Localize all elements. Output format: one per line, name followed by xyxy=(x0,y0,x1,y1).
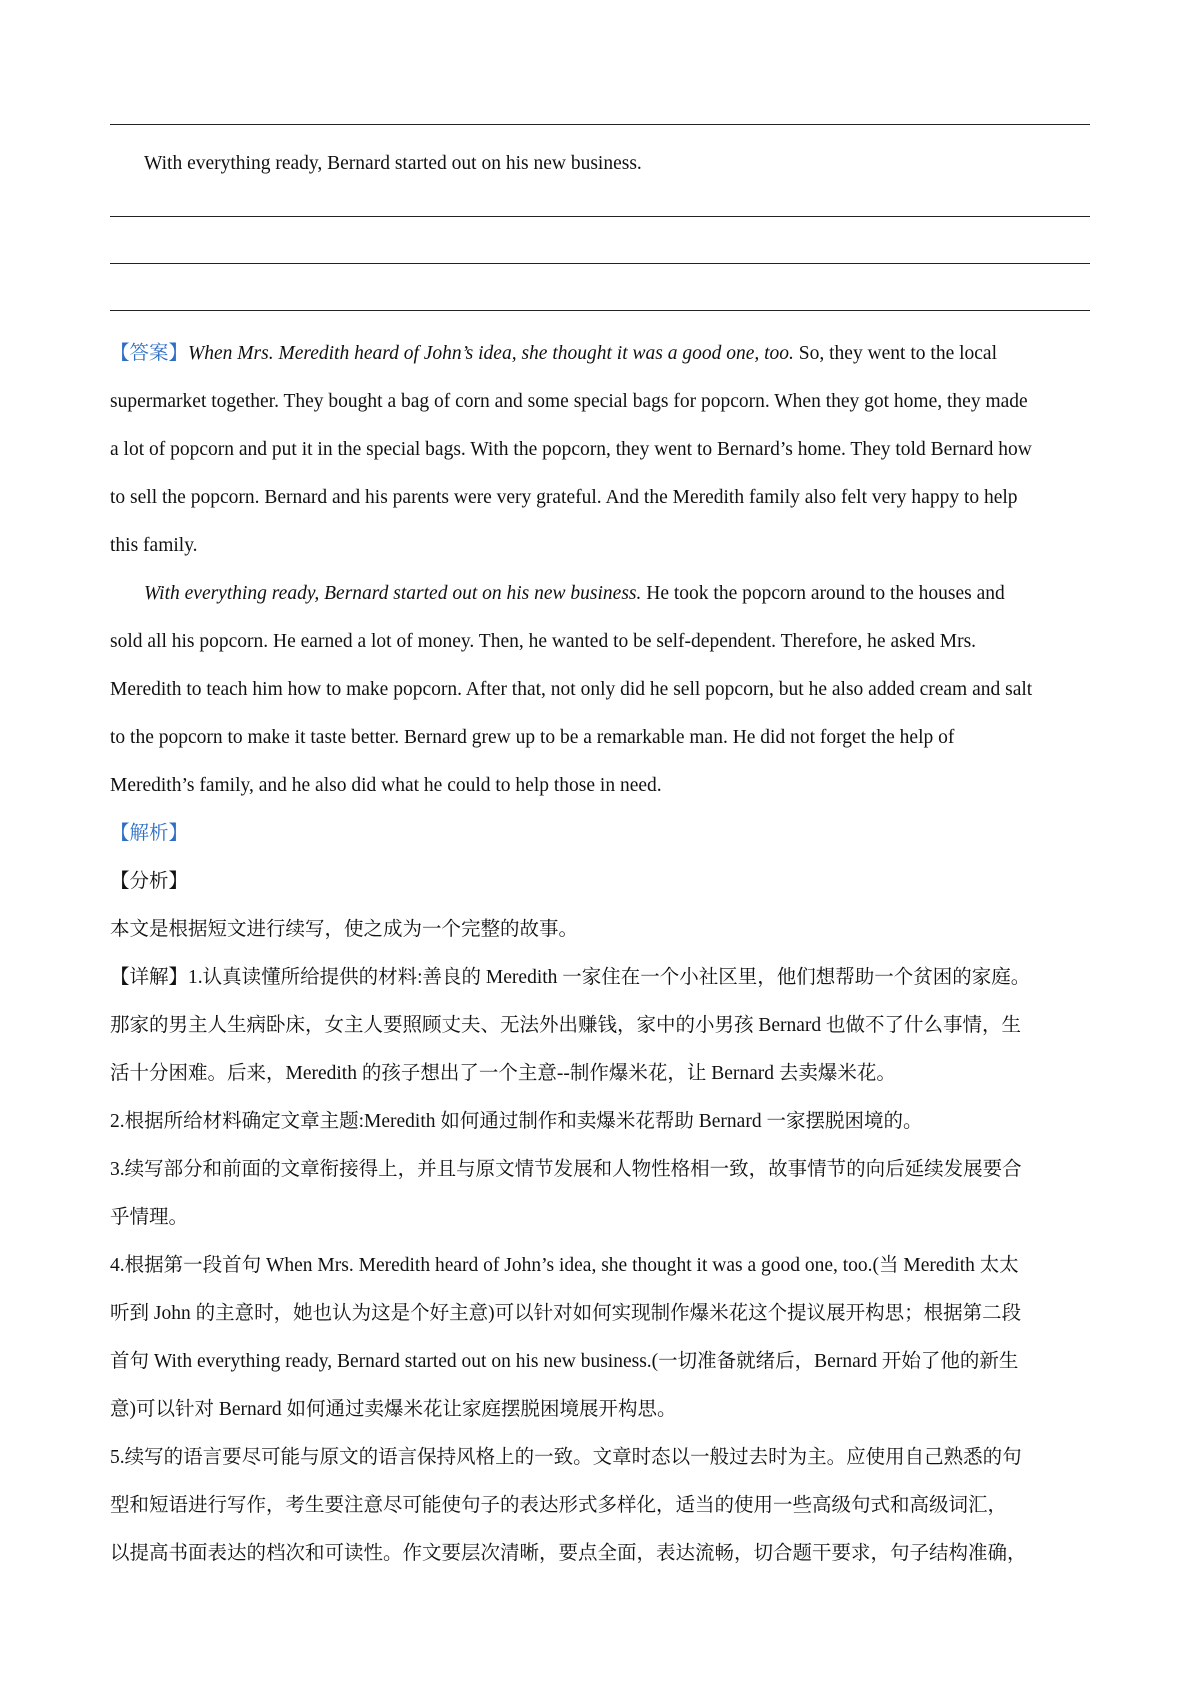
answer-p1-text-4: to sell the popcorn. Bernard and his parents were very grateful. And the Meredith family also felt very happy to help xyxy=(110,487,1018,508)
answer-p1-text-3: a lot of popcorn and put it in the special bags. With the popcorn, they went to Bernard’s home. They told Bernard how xyxy=(110,439,1032,460)
answer-label: 【答案】 xyxy=(110,343,189,364)
answer-p2-text-2: sold all his popcorn. He earned a lot of money. Then, he wanted to be self-dependent. Therefore, he asked Mrs. xyxy=(110,631,977,652)
detail-text-13: 以提高书面表达的档次和可读性。作文要层次清晰，要点全面，表达流畅，切合题干要求，句子结构准确， xyxy=(110,1543,1027,1564)
writing-line-3 xyxy=(110,263,1090,264)
analysis-label: 【解析】 xyxy=(110,823,189,844)
answer-p1-text-5: this family. xyxy=(110,535,198,556)
answer-p2-text-3: Meredith to teach him how to make popcorn. After that, not only did he sell popcorn, but he also added cream and salt xyxy=(110,679,1033,700)
writing-line-4 xyxy=(110,310,1090,311)
detail-text-7: 4.根据第一段首句 When Mrs. Meredith heard of John’s idea, she thought it was a good one, too.(当 Meredith 太太 xyxy=(110,1255,1019,1276)
answer-p2-text-1: He took the popcorn around to the houses and xyxy=(641,583,1005,604)
answer-p1-text-1: So, they went to the local xyxy=(793,343,997,364)
detail-text-8: 听到 John 的主意时，她也认为这是个好主意)可以针对如何实现制作爆米花这个提议展开构思；根据第二段 xyxy=(110,1303,1022,1324)
detail-text-6: 乎情理。 xyxy=(110,1207,189,1228)
answer-p2-opening: With everything ready, Bernard started out on his new business. xyxy=(144,583,642,604)
detail-text-4: 2.根据所给材料确定文章主题:Meredith 如何通过制作和卖爆米花帮助 Bernard 一家摆脱困境的。 xyxy=(110,1111,923,1132)
fenxi-text: 本文是根据短文进行续写，使之成为一个完整的故事。 xyxy=(110,919,579,940)
detail-text-12: 型和短语进行写作，考生要注意尽可能使句子的表达形式多样化，适当的使用一些高级句式和高级词汇， xyxy=(110,1495,1008,1516)
answer-line-p2-1 xyxy=(144,580,1100,608)
detail-text-3: 活十分困难。后来，Meredith 的孩子想出了一个主意--制作爆米花，让 Bernard 去卖爆米花。 xyxy=(110,1063,896,1084)
answer-p2-text-4: to the popcorn to make it taste better. Bernard grew up to be a remarkable man. He did not forget the help of xyxy=(110,727,955,748)
answer-p2-text-5: Meredith’s family, and he also did what he could to help those in need. xyxy=(110,775,662,796)
writing-line-1 xyxy=(110,124,1090,125)
answer-line-1 xyxy=(110,340,1100,368)
detail-text-5: 3.续写部分和前面的文章衔接得上，并且与原文情节发展和人物性格相一致，故事情节的向后延续发展要合 xyxy=(110,1159,1022,1180)
answer-p1-opening: When Mrs. Meredith heard of John’s idea, she thought it was a good one, too. xyxy=(188,343,794,364)
prompt-sentence: With everything ready, Bernard started out on his new business. xyxy=(144,153,642,174)
detail-label: 【详解】 xyxy=(110,967,189,988)
writing-line-2 xyxy=(110,216,1090,217)
fenxi-label: 【分析】 xyxy=(110,871,189,892)
detail-text-10: 意)可以针对 Bernard 如何通过卖爆米花让家庭摆脱困境展开构思。 xyxy=(110,1399,677,1420)
answer-p1-text-2: supermarket together. They bought a bag of corn and some special bags for popcorn. When they got home, they made xyxy=(110,391,1028,412)
detail-text-11: 5.续写的语言要尽可能与原文的语言保持风格上的一致。文章时态以一般过去时为主。应使用自己熟悉的句 xyxy=(110,1447,1022,1468)
detail-text-9: 首句 With everything ready, Bernard started out on his new business.(一切准备就绪后，Bernard 开始了他的新生 xyxy=(110,1351,1019,1372)
detail-line-1 xyxy=(110,964,1100,992)
detail-text-1: 1.认真读懂所给提供的材料:善良的 Meredith 一家住在一个小社区里，他们想帮助一个贫困的家庭。 xyxy=(188,967,1031,988)
detail-text-2: 那家的男主人生病卧床，女主人要照顾丈夫、无法外出赚钱，家中的小男孩 Bernard 也做不了什么事情，生 xyxy=(110,1015,1022,1036)
